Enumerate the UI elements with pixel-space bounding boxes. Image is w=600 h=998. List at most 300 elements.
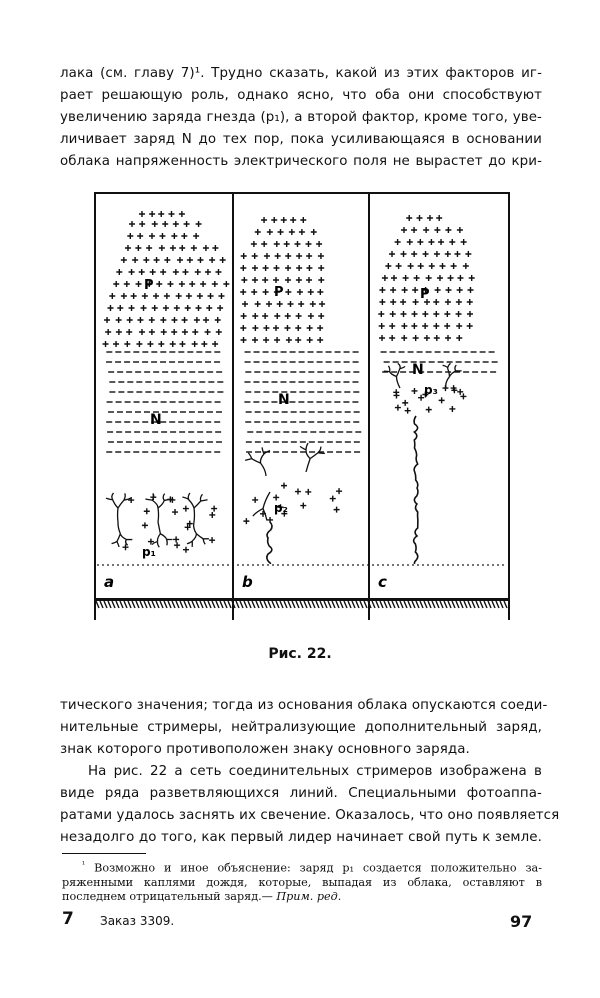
text-line: рает решающую роль, однако ясно, что оба они способствуют (60, 88, 542, 103)
plus-sign (174, 542, 180, 548)
plus-sign (252, 497, 258, 503)
plus-sign (379, 299, 385, 305)
ground-hatch (416, 601, 419, 608)
plus-sign (252, 325, 258, 331)
ground-hatch (100, 601, 103, 608)
plus-sign (317, 325, 323, 331)
horizon-dot (287, 564, 289, 566)
plus-sign (463, 263, 469, 269)
plus-sign (295, 337, 301, 343)
plus-sign (171, 317, 177, 323)
plus-sign (456, 335, 462, 341)
plus-sign (308, 289, 314, 295)
streamer-branch (306, 459, 310, 472)
horizon-dot (97, 564, 99, 566)
panel-b-label-p2: p₂ (274, 501, 288, 515)
horizon-dot (212, 564, 214, 566)
plus-sign (223, 281, 229, 287)
plus-sign (401, 335, 407, 341)
plus-sign (411, 388, 417, 394)
horizon-dot (292, 564, 294, 566)
ground-hatch (136, 601, 139, 608)
footnote-rule (62, 853, 146, 854)
horizon-dot (117, 564, 119, 566)
plus-sign (171, 233, 177, 239)
plus-sign (294, 241, 300, 247)
plus-sign (273, 325, 279, 331)
plus-sign (465, 251, 471, 257)
plus-sign (319, 301, 325, 307)
horizon-dot (387, 564, 389, 566)
plus-sign (429, 263, 435, 269)
plus-sign (240, 325, 246, 331)
streamer-branch (245, 459, 252, 461)
horizon-dot (497, 564, 499, 566)
plus-sign (192, 341, 198, 347)
plus-sign (159, 233, 165, 239)
horizon-dot (147, 564, 149, 566)
plus-sign (318, 313, 324, 319)
plus-sign (160, 317, 166, 323)
ground-hatch (404, 601, 407, 608)
horizon-dot (382, 564, 384, 566)
ground-hatch (296, 601, 299, 608)
plus-sign (215, 317, 221, 323)
ground-hatch (468, 601, 471, 608)
plus-sign (445, 227, 451, 233)
ground-hatch (484, 601, 487, 608)
page-number: 97 (510, 912, 533, 931)
horizon-dot (407, 564, 409, 566)
leader-channel (414, 416, 418, 564)
horizon-dot (162, 564, 164, 566)
ground-hatch (496, 601, 499, 608)
plus-sign (274, 313, 280, 319)
plus-sign (241, 313, 247, 319)
horizon-dot (302, 564, 304, 566)
plus-sign (436, 215, 442, 221)
plus-sign (317, 289, 323, 295)
plus-sign (445, 335, 451, 341)
plus-sign (284, 241, 290, 247)
ground-hatch (196, 601, 199, 608)
horizon-dot (417, 564, 419, 566)
streamer-branch (187, 541, 192, 544)
leader-channel (267, 522, 272, 564)
horizon-dot (122, 564, 124, 566)
plus-sign (263, 289, 269, 295)
horizon-dot (237, 564, 239, 566)
ground-hatch (464, 601, 467, 608)
top-paragraph (60, 63, 542, 173)
ground-hatch (460, 601, 463, 608)
plus-sign (242, 301, 248, 307)
horizon-dot (442, 564, 444, 566)
plus-sign (139, 329, 145, 335)
ground-hatch (264, 601, 267, 608)
ground-hatch (248, 601, 251, 608)
plus-sign (105, 329, 111, 335)
horizon-dot (182, 564, 184, 566)
plus-sign (454, 251, 460, 257)
streamer-branch (189, 500, 194, 508)
streamer-branch (145, 499, 152, 500)
ground-hatch (188, 601, 191, 608)
ground-hatch (444, 601, 447, 608)
plus-sign (439, 263, 445, 269)
plus-sign (300, 503, 306, 509)
horizon-dot (242, 564, 244, 566)
ground-hatch (236, 601, 239, 608)
plus-sign (395, 239, 401, 245)
plus-sign (206, 305, 212, 311)
streamer-branch (260, 454, 264, 463)
plus-sign (107, 305, 113, 311)
streamer-branch (188, 493, 190, 500)
plus-sign (127, 233, 133, 239)
streamer-branch (263, 492, 270, 509)
ground-hatch (208, 601, 211, 608)
plus-sign (187, 257, 193, 263)
plus-sign (164, 293, 170, 299)
plus-sign (170, 341, 176, 347)
horizon-dot (112, 564, 114, 566)
ground-hatch (328, 601, 331, 608)
horizon-dot (262, 564, 264, 566)
plus-sign (255, 229, 261, 235)
ground-hatch (256, 601, 259, 608)
streamer-branch (118, 500, 124, 508)
text-line: ратами удалось заснять их свечение. Оказалось, что оно появляется (60, 808, 560, 823)
plus-sign (203, 317, 209, 323)
text-line: личивает заряд N до тех пор, пока усиливающаяся в основании (60, 132, 542, 147)
plus-sign (212, 281, 218, 287)
plus-sign (240, 289, 246, 295)
plus-sign (417, 239, 423, 245)
plus-sign (379, 323, 385, 329)
plus-sign (457, 227, 463, 233)
horizon-dot (317, 564, 319, 566)
panel-c-label-p3: p₃ (424, 383, 438, 397)
ground-hatch (104, 601, 107, 608)
plus-sign (305, 489, 311, 495)
plus-sign (271, 217, 277, 223)
horizon-dot (157, 564, 159, 566)
plus-sign (307, 337, 313, 343)
plus-sign (422, 311, 428, 317)
plus-sign (197, 257, 203, 263)
ground-hatch (156, 601, 159, 608)
horizon-dot (477, 564, 479, 566)
plus-sign (390, 287, 396, 293)
ground-hatch (96, 601, 99, 608)
streamer-branch (310, 453, 318, 459)
ground-hatch (268, 601, 271, 608)
ground-hatch (492, 601, 495, 608)
plus-sign (183, 547, 189, 553)
plus-sign (456, 299, 462, 305)
plus-sign (142, 293, 148, 299)
plus-sign (263, 325, 269, 331)
figure-content (103, 211, 498, 564)
plus-sign (197, 293, 203, 299)
ground-hatch (456, 601, 459, 608)
plus-sign (149, 211, 155, 217)
plus-sign (389, 323, 395, 329)
ground-hatch (168, 601, 171, 608)
plus-sign (451, 263, 457, 269)
footnote-text: последнем отрицательный заряд. (62, 889, 262, 903)
plus-sign (116, 269, 122, 275)
plus-sign (251, 241, 257, 247)
ground-hatch (376, 601, 379, 608)
plus-sign (423, 251, 429, 257)
plus-sign (173, 269, 179, 275)
streamer-branch (443, 365, 448, 368)
streamer-branch (396, 377, 400, 388)
plus-sign (241, 337, 247, 343)
plus-sign (195, 269, 201, 275)
plus-sign (306, 277, 312, 283)
plus-sign (457, 275, 463, 281)
plus-sign (311, 229, 317, 235)
plus-sign (135, 245, 141, 251)
plus-sign (109, 293, 115, 299)
streamer-branch (124, 493, 125, 500)
ground-hatch (348, 601, 351, 608)
plus-sign (281, 217, 287, 223)
ground-hatch (116, 601, 119, 608)
horizon-dot (472, 564, 474, 566)
horizon-dot (377, 564, 379, 566)
plus-sign (124, 341, 130, 347)
ground-hatch (228, 601, 231, 608)
streamer-branch (158, 508, 159, 522)
plus-sign (390, 311, 396, 317)
plus-sign (295, 489, 301, 495)
plus-sign (103, 341, 109, 347)
plus-sign (446, 287, 452, 293)
plus-sign (128, 497, 134, 503)
plus-sign (284, 325, 290, 331)
plus-sign (177, 257, 183, 263)
plus-sign (445, 251, 451, 257)
body-paragraph-2 (60, 761, 560, 849)
ground-hatch (280, 601, 283, 608)
panel-c-label-n: N (412, 362, 424, 378)
streamer-branch (306, 450, 310, 459)
horizon-dot (412, 564, 414, 566)
ground-hatch (388, 601, 391, 608)
streamer-branch (157, 534, 160, 542)
horizon-dot (267, 564, 269, 566)
plus-sign (212, 341, 218, 347)
horizon-dot (232, 564, 234, 566)
plus-sign (318, 265, 324, 271)
plus-sign (469, 275, 475, 281)
ground-hatch (260, 601, 263, 608)
plus-sign (448, 275, 454, 281)
plus-sign (179, 341, 185, 347)
plus-sign (184, 221, 190, 227)
plus-sign (424, 335, 430, 341)
plus-sign (172, 509, 178, 515)
panel-a-label-p1: p₁ (142, 545, 156, 559)
plus-sign (422, 323, 428, 329)
plus-sign (449, 406, 455, 412)
footnote-line (62, 890, 542, 904)
plus-sign (189, 281, 195, 287)
figure-caption: Рис. 22. (268, 646, 332, 662)
plus-sign (113, 341, 119, 347)
streamer-branch (160, 534, 166, 540)
streamer-branch (248, 453, 251, 459)
horizon-dot (202, 564, 204, 566)
text-line: виде ряда разветвляющихся линий. Специальными фотоаппа- (60, 786, 542, 801)
plus-sign (285, 253, 291, 259)
plus-sign (209, 257, 215, 263)
panel-a-label-p: P (144, 278, 154, 293)
plus-sign (295, 325, 301, 331)
plus-sign (209, 512, 215, 518)
ground-hatch (224, 601, 227, 608)
plus-sign (439, 397, 445, 403)
ground-hatch (144, 601, 147, 608)
horizon-dot (402, 564, 404, 566)
plus-sign (444, 323, 450, 329)
plus-sign (467, 311, 473, 317)
plus-sign (126, 329, 132, 335)
plus-sign (423, 227, 429, 233)
horizon-dot (152, 564, 154, 566)
plus-sign (262, 313, 268, 319)
ground-hatch (300, 601, 303, 608)
streamer-branch (200, 494, 202, 501)
horizon-dot (362, 564, 364, 566)
plus-sign (401, 227, 407, 233)
plus-sign (150, 269, 156, 275)
plus-sign (400, 299, 406, 305)
plus-sign (142, 522, 148, 528)
plus-sign (218, 293, 224, 299)
streamer-branch (446, 377, 450, 388)
plus-sign (298, 301, 304, 307)
plus-sign (296, 277, 302, 283)
plus-sign (433, 323, 439, 329)
streamer-branch (318, 453, 325, 454)
plus-sign (405, 408, 411, 414)
plus-sign (139, 211, 145, 217)
plus-sign (288, 301, 294, 307)
streamer-branch (117, 534, 120, 542)
plus-sign (136, 341, 142, 347)
plus-sign (435, 287, 441, 293)
plus-sign (300, 217, 306, 223)
panel-c-label-p: P (420, 287, 430, 302)
plus-sign (263, 337, 269, 343)
plus-sign (129, 221, 135, 227)
ground-hatch (124, 601, 127, 608)
plus-sign (146, 245, 152, 251)
ground-hatch (204, 601, 207, 608)
plus-sign (129, 269, 135, 275)
plus-sign (456, 311, 462, 317)
ground-hatch (192, 601, 195, 608)
horizon-dot (367, 564, 369, 566)
plus-sign (413, 335, 419, 341)
plus-sign (414, 275, 420, 281)
plus-sign (193, 233, 199, 239)
ground-hatch (412, 601, 415, 608)
text-line: знак которого противоположен знаку основного заряда. (60, 742, 470, 757)
plus-sign (192, 329, 198, 335)
plus-sign (182, 269, 188, 275)
plus-sign (262, 277, 268, 283)
ground-hatch (340, 601, 343, 608)
plus-sign (434, 251, 440, 257)
ground-hatch (184, 601, 187, 608)
ground-hatch (392, 601, 395, 608)
ground-hatch (332, 601, 335, 608)
plus-sign (330, 496, 336, 502)
plus-sign (393, 389, 399, 395)
streamer-branch (152, 500, 158, 508)
plus-sign (158, 211, 164, 217)
plus-sign (426, 407, 432, 413)
plus-sign (296, 253, 302, 259)
plus-sign (286, 337, 292, 343)
plus-sign (437, 275, 443, 281)
plus-sign (141, 305, 147, 311)
plus-sign (252, 253, 258, 259)
plus-sign (164, 257, 170, 263)
plus-sign (251, 289, 257, 295)
plus-sign (418, 263, 424, 269)
streamer-branch (194, 522, 197, 534)
plus-sign (182, 317, 188, 323)
footnote-line: ряженными каплями дождя, которые, выпадая из облака, оставляют в (62, 875, 542, 889)
plus-sign (117, 305, 123, 311)
plus-sign (318, 253, 324, 259)
horizon-dot (372, 564, 374, 566)
ground-hatch (132, 601, 135, 608)
text-line: незадолго до того, как первый лидер начинает свой путь к земле. (60, 830, 542, 845)
horizon-dot (502, 564, 504, 566)
plus-sign (389, 251, 395, 257)
plus-sign (139, 269, 145, 275)
plus-sign (433, 299, 439, 305)
plus-sign (297, 289, 303, 295)
plus-sign (281, 483, 287, 489)
plus-sign (407, 239, 413, 245)
plus-sign (104, 317, 110, 323)
plus-sign (308, 313, 314, 319)
plus-sign (216, 329, 222, 335)
plus-sign (179, 211, 185, 217)
ground-hatch (452, 601, 455, 608)
streamer-branch (203, 539, 205, 545)
plus-sign (467, 323, 473, 329)
plus-sign (379, 287, 385, 293)
plus-sign (241, 253, 247, 259)
ground-hatch (480, 601, 483, 608)
streamer-branch (201, 500, 208, 501)
plus-sign (385, 263, 391, 269)
text-line: облака напряженность электрического поля не вырастет до кри- (60, 154, 542, 169)
horizon-dot (207, 564, 209, 566)
plus-sign (125, 245, 131, 251)
horizon-dot (427, 564, 429, 566)
